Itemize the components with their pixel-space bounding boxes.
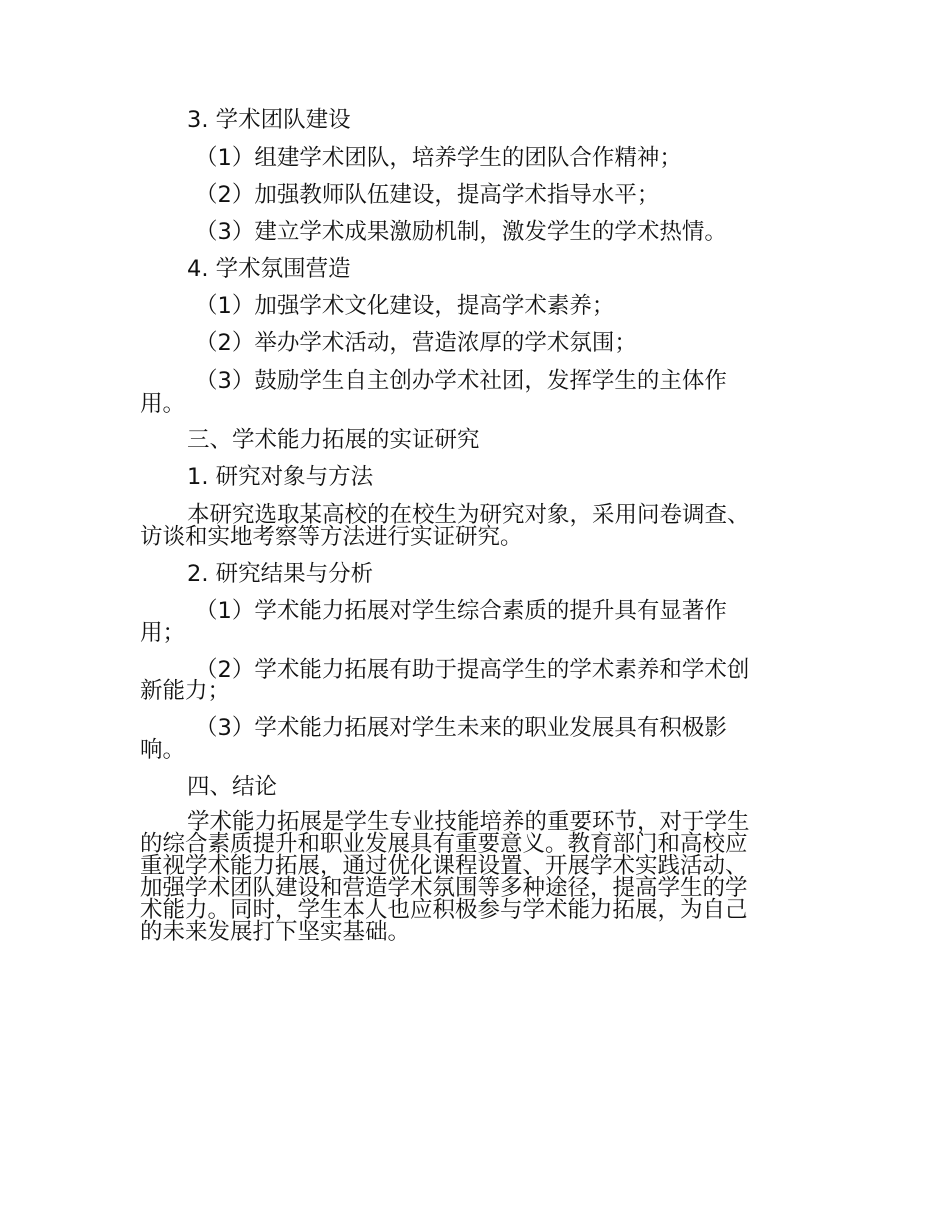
paragraph-line: 访谈和实地考察等方法进行实证研究。 <box>140 524 523 550</box>
list-item-continuation: 响。 <box>140 737 186 763</box>
paragraph-line: 的未来发展打下坚实基础。 <box>140 919 411 945</box>
chapter-heading-conclusion: 四、结论 <box>187 774 278 800</box>
section-heading-team: 3. 学术团队建设 <box>187 107 351 133</box>
list-item-continuation: 用。 <box>140 391 186 417</box>
list-item: （3）鼓励学生自主创办学术社团，发挥学生的主体作 <box>195 368 727 394</box>
list-item-continuation: 用； <box>140 620 186 646</box>
list-item: （2）举办学术活动，营造浓厚的学术氛围； <box>195 330 637 356</box>
paragraph-line: 学术能力拓展是学生专业技能培养的重要环节，对于学生 <box>187 809 750 835</box>
list-item-continuation: 新能力； <box>140 678 231 704</box>
chapter-heading-empirical: 三、学术能力拓展的实证研究 <box>187 427 480 453</box>
list-item: （1）加强学术文化建设，提高学术素养； <box>195 293 615 319</box>
list-item: （1）组建学术团队，培养学生的团队合作精神； <box>195 145 682 171</box>
paragraph-line: 本研究选取某高校的在校生为研究对象，采用问卷调查、 <box>187 502 750 528</box>
list-item: （3）学术能力拓展对学生未来的职业发展具有积极影 <box>195 715 727 741</box>
paragraph-line: 加强学术团队建设和营造学术氛围等多种途径，提高学生的学 <box>140 875 748 901</box>
paragraph-line: 重视学术能力拓展，通过优化课程设置、开展学术实践活动、 <box>140 853 748 879</box>
section-heading-atmosphere: 4. 学术氛围营造 <box>187 256 351 282</box>
list-item: （3）建立学术成果激励机制，激发学生的学术热情。 <box>195 219 727 245</box>
subheading-results-analysis: 2. 研究结果与分析 <box>187 561 374 587</box>
list-item: （1）学术能力拓展对学生综合素质的提升具有显著作 <box>195 598 727 624</box>
subheading-subjects-methods: 1. 研究对象与方法 <box>187 464 374 490</box>
paragraph-line: 术能力。同时，学生本人也应积极参与学术能力拓展，为自己 <box>140 897 748 923</box>
list-item: （2）学术能力拓展有助于提高学生的学术素养和学术创 <box>195 657 750 683</box>
list-item: （2）加强教师队伍建设，提高学术指导水平； <box>195 182 660 208</box>
paragraph-line: 的综合素质提升和职业发展具有重要意义。教育部门和高校应 <box>140 831 748 857</box>
